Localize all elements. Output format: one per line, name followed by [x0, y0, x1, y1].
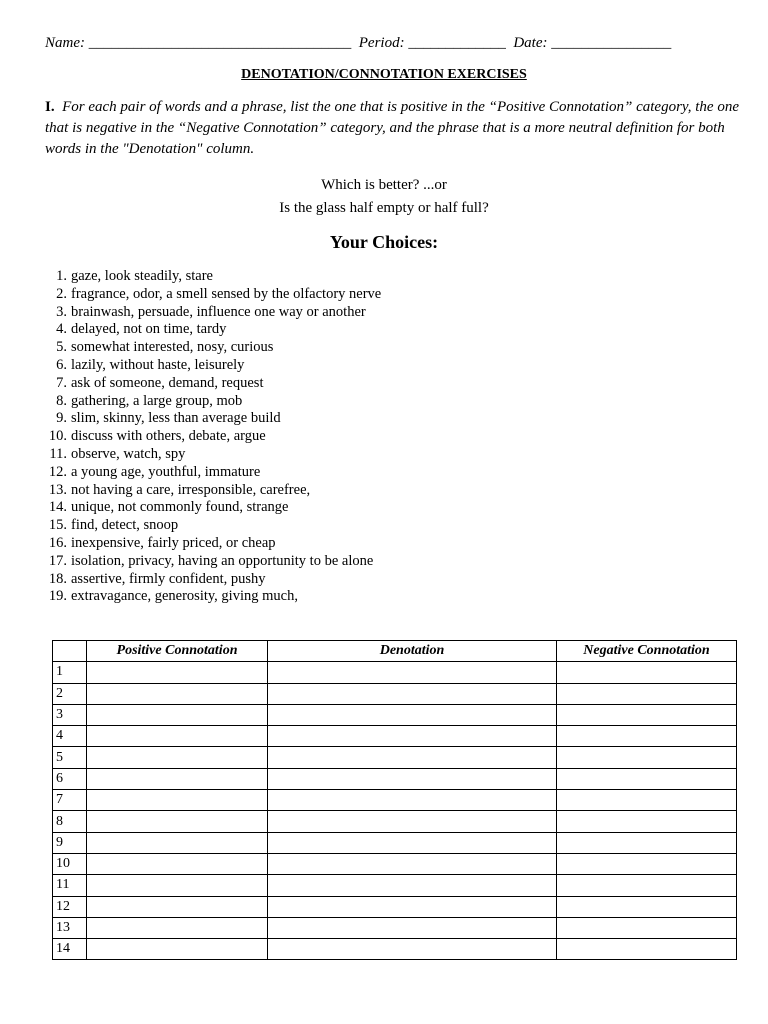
- denotation-cell[interactable]: [268, 747, 557, 768]
- choice-text: a young age, youthful, immature: [71, 463, 261, 480]
- choice-text: ask of someone, demand, request: [71, 374, 264, 391]
- choices-list: [45, 268, 381, 606]
- positive-cell[interactable]: [87, 832, 268, 853]
- header-positive: Positive Connotation: [87, 641, 268, 662]
- row-number: 2: [53, 683, 87, 704]
- negative-cell[interactable]: [557, 726, 737, 747]
- choice-number: 8.: [56, 392, 67, 409]
- choice-number: 14.: [48, 499, 67, 516]
- list-item: [45, 321, 381, 339]
- period-label: Period:: [358, 35, 405, 51]
- table-row: [53, 683, 737, 704]
- choice-text: extravagance, generosity, giving much,: [71, 588, 298, 605]
- choice-number: 10.: [48, 428, 67, 445]
- denotation-cell[interactable]: [268, 704, 557, 725]
- table-row: [53, 939, 737, 960]
- choice-number: 5.: [56, 339, 67, 356]
- row-number: 6: [53, 768, 87, 789]
- positive-cell[interactable]: [87, 768, 268, 789]
- table-row: [53, 875, 737, 896]
- denotation-cell[interactable]: [268, 811, 557, 832]
- choice-number: 12.: [48, 463, 67, 480]
- list-item: [45, 268, 381, 286]
- choice-number: 4.: [56, 321, 67, 338]
- positive-cell[interactable]: [87, 811, 268, 832]
- negative-cell[interactable]: [557, 768, 737, 789]
- choice-text: gathering, a large group, mob: [71, 392, 243, 409]
- list-item: [45, 553, 381, 571]
- name-label: Name:: [45, 35, 85, 51]
- list-item: [45, 357, 381, 375]
- list-item: [45, 464, 381, 482]
- table-row: [53, 747, 737, 768]
- list-item: [45, 339, 381, 357]
- choice-number: 16.: [48, 534, 67, 551]
- list-item: [45, 571, 381, 589]
- positive-cell[interactable]: [87, 896, 268, 917]
- table-row: [53, 726, 737, 747]
- denotation-cell[interactable]: [268, 896, 557, 917]
- denotation-cell[interactable]: [268, 917, 557, 938]
- choice-number: 1.: [56, 268, 67, 284]
- choice-number: 19.: [48, 588, 67, 605]
- row-number: 5: [53, 747, 87, 768]
- positive-cell[interactable]: [87, 875, 268, 896]
- table-row: [53, 853, 737, 874]
- table-header-row: [53, 641, 737, 662]
- list-item: [45, 286, 381, 304]
- row-number: 14: [53, 939, 87, 960]
- negative-cell[interactable]: [557, 683, 737, 704]
- choice-number: 2.: [56, 285, 67, 302]
- name-line[interactable]: ___________________________________: [88, 35, 352, 51]
- choice-text: fragrance, odor, a smell sensed by the olfactory nerve: [71, 285, 382, 302]
- negative-cell[interactable]: [557, 939, 737, 960]
- answer-table: [52, 640, 737, 960]
- denotation-cell[interactable]: [268, 662, 557, 683]
- list-item: [45, 499, 381, 517]
- row-number: 12: [53, 896, 87, 917]
- denotation-cell[interactable]: [268, 790, 557, 811]
- header-negative: Negative Connotation: [557, 641, 737, 662]
- denotation-cell[interactable]: [268, 726, 557, 747]
- row-number: 9: [53, 832, 87, 853]
- negative-cell[interactable]: [557, 790, 737, 811]
- choice-number: 17.: [48, 552, 67, 569]
- positive-cell[interactable]: [87, 726, 268, 747]
- instructions-text: For each pair of words and a phrase, list the one that is positive in the “Positive Connotation” category, the one that is negative in the “Negative Connotation” category, and the phrase that is a more neutral definition for both words in the "Denotation" column.: [45, 99, 739, 157]
- row-number: 13: [53, 917, 87, 938]
- denotation-cell[interactable]: [268, 832, 557, 853]
- choice-text: slim, skinny, less than average build: [71, 410, 281, 427]
- list-item: [45, 428, 381, 446]
- instructions: [45, 97, 745, 160]
- row-number: 3: [53, 704, 87, 725]
- positive-cell[interactable]: [87, 790, 268, 811]
- choice-number: 7.: [56, 374, 67, 391]
- choice-text: unique, not commonly found, strange: [71, 499, 289, 516]
- negative-cell[interactable]: [557, 832, 737, 853]
- denotation-cell[interactable]: [268, 939, 557, 960]
- choice-text: lazily, without haste, leisurely: [71, 356, 245, 373]
- row-number: 4: [53, 726, 87, 747]
- list-item: [45, 410, 381, 428]
- table-row: [53, 832, 737, 853]
- choice-text: find, detect, snoop: [71, 517, 179, 534]
- table-row: [53, 917, 737, 938]
- positive-cell[interactable]: [87, 704, 268, 725]
- choice-text: brainwash, persuade, influence one way or another: [71, 303, 366, 320]
- choice-text: assertive, firmly confident, pushy: [71, 570, 266, 587]
- positive-cell[interactable]: [87, 917, 268, 938]
- positive-cell[interactable]: [87, 939, 268, 960]
- negative-cell[interactable]: [557, 853, 737, 874]
- list-item: [45, 535, 381, 553]
- list-item: [45, 304, 381, 322]
- student-info-line: [45, 35, 671, 52]
- negative-cell[interactable]: [557, 917, 737, 938]
- date-label: Date:: [513, 35, 548, 51]
- negative-cell[interactable]: [557, 662, 737, 683]
- choice-number: 18.: [48, 570, 67, 587]
- choice-text: observe, watch, spy: [71, 445, 186, 462]
- table-row: [53, 768, 737, 789]
- table-row: [53, 811, 737, 832]
- choice-number: 11.: [49, 445, 67, 462]
- section-number: I.: [45, 99, 55, 115]
- table-row: [53, 662, 737, 683]
- choice-text: not having a care, irresponsible, carefree,: [71, 481, 311, 498]
- choice-number: 13.: [48, 481, 67, 498]
- row-number: 11: [53, 875, 87, 896]
- table-row: [53, 896, 737, 917]
- choice-number: 6.: [56, 356, 67, 373]
- denotation-cell[interactable]: [268, 875, 557, 896]
- negative-cell[interactable]: [557, 747, 737, 768]
- date-line[interactable]: ________________: [551, 35, 672, 51]
- denotation-cell[interactable]: [268, 683, 557, 704]
- positive-cell[interactable]: [87, 662, 268, 683]
- header-denotation: Denotation: [268, 641, 557, 662]
- choice-number: 15.: [48, 517, 67, 534]
- table-row: [53, 790, 737, 811]
- list-item: [45, 588, 381, 606]
- negative-cell[interactable]: [557, 875, 737, 896]
- table-row: [53, 704, 737, 725]
- period-line[interactable]: _____________: [408, 35, 506, 51]
- choice-text: isolation, privacy, having an opportunity to be alone: [71, 552, 374, 569]
- list-item: [45, 482, 381, 500]
- positive-cell[interactable]: [87, 853, 268, 874]
- choice-text: gaze, look steadily, stare: [71, 268, 213, 284]
- denotation-cell[interactable]: [268, 768, 557, 789]
- negative-cell[interactable]: [557, 896, 737, 917]
- choices-heading: Your Choices:: [329, 232, 439, 252]
- choice-text: inexpensive, fairly priced, or cheap: [71, 534, 276, 551]
- row-number: 10: [53, 853, 87, 874]
- question-which-better: Which is better? ...or: [321, 177, 447, 193]
- worksheet-title: DENOTATION/CONNOTATION EXERCISES: [241, 67, 527, 82]
- choice-text: somewhat interested, nosy, curious: [71, 339, 274, 356]
- choice-text: discuss with others, debate, argue: [71, 428, 266, 445]
- header-number: [53, 641, 87, 662]
- positive-cell[interactable]: [87, 683, 268, 704]
- row-number: 1: [53, 662, 87, 683]
- list-item: [45, 446, 381, 464]
- question-glass: Is the glass half empty or half full?: [279, 200, 489, 216]
- row-number: 8: [53, 811, 87, 832]
- denotation-cell[interactable]: [268, 853, 557, 874]
- list-item: [45, 393, 381, 411]
- list-item: [45, 375, 381, 393]
- negative-cell[interactable]: [557, 811, 737, 832]
- row-number: 7: [53, 790, 87, 811]
- list-item: [45, 517, 381, 535]
- positive-cell[interactable]: [87, 747, 268, 768]
- negative-cell[interactable]: [557, 704, 737, 725]
- choice-text: delayed, not on time, tardy: [71, 321, 227, 338]
- choice-number: 9.: [56, 410, 67, 427]
- choice-number: 3.: [56, 303, 67, 320]
